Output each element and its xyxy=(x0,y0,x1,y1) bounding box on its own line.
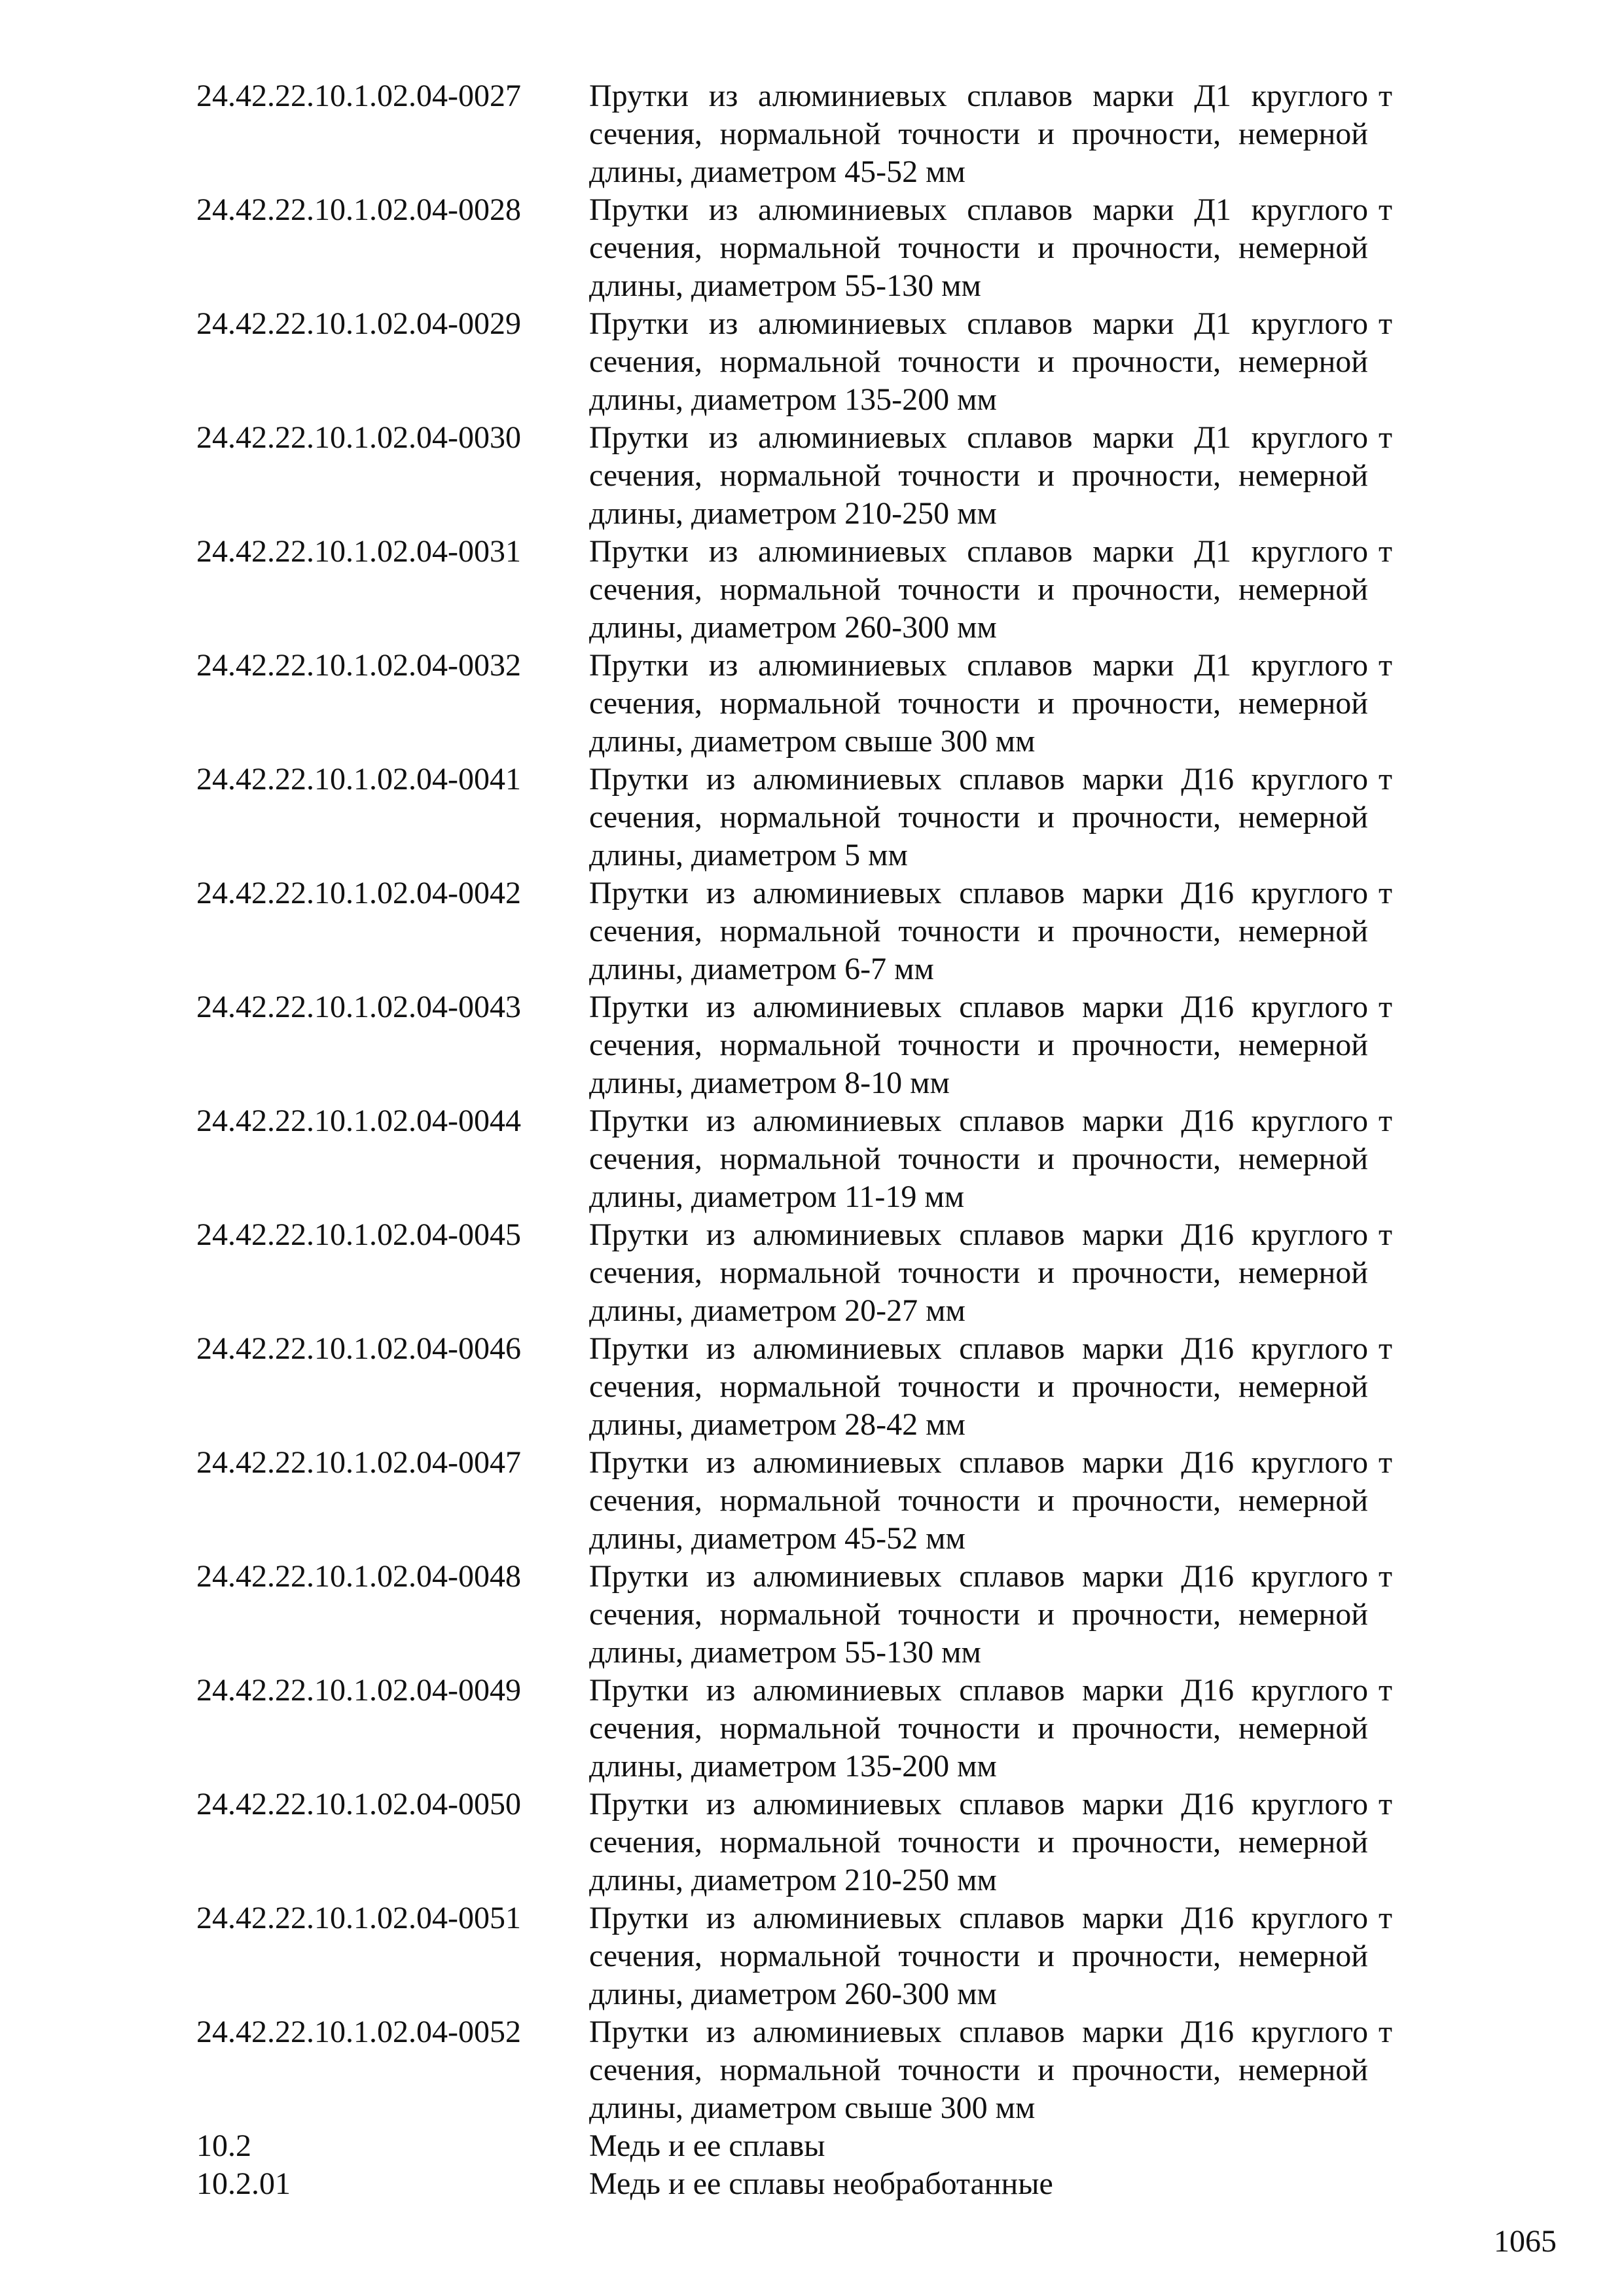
list-item xyxy=(196,1558,1440,1672)
item-unit: т xyxy=(1379,648,1392,683)
item-code: 24.42.22.10.1.02.04-0047 xyxy=(196,1445,521,1480)
item-unit: т xyxy=(1379,1445,1392,1480)
item-name: Прутки из алюминиевых сплавов марки Д16 круглого сечения, нормальной точности и прочности, немерной длины, диаметром 8-10 мм xyxy=(589,990,1368,1100)
item-code: 24.42.22.10.1.02.04-0046 xyxy=(196,1331,521,1366)
item-code: 24.42.22.10.1.02.04-0027 xyxy=(196,79,521,113)
item-name: Прутки из алюминиевых сплавов марки Д1 круглого сечения, нормальной точности и прочности, немерной длины, диаметром 45-52 мм xyxy=(589,79,1368,189)
item-unit: т xyxy=(1379,1673,1392,1708)
list-item xyxy=(196,1672,1440,1785)
item-name: Прутки из алюминиевых сплавов марки Д16 круглого сечения, нормальной точности и прочности, немерной длины, диаметром 5 мм xyxy=(589,762,1368,872)
list-item xyxy=(196,305,1440,419)
item-name: Прутки из алюминиевых сплавов марки Д1 круглого сечения, нормальной точности и прочности, немерной длины, диаметром свыше 300 мм xyxy=(589,648,1368,759)
item-unit: т xyxy=(1379,420,1392,455)
item-code: 24.42.22.10.1.02.04-0028 xyxy=(196,192,521,227)
item-name: Прутки из алюминиевых сплавов марки Д16 круглого сечения, нормальной точности и прочности, немерной длины, диаметром 45-52 мм xyxy=(589,1445,1368,1556)
item-code: 24.42.22.10.1.02.04-0032 xyxy=(196,648,521,683)
list-item xyxy=(196,647,1440,761)
item-unit: т xyxy=(1379,990,1392,1024)
list-item xyxy=(196,1216,1440,1330)
section-name: Медь и ее сплавы xyxy=(589,2128,825,2163)
item-name: Прутки из алюминиевых сплавов марки Д1 круглого сечения, нормальной точности и прочности, немерной длины, диаметром 210-250 мм xyxy=(589,420,1368,531)
list-item xyxy=(196,1444,1440,1558)
item-code: 24.42.22.10.1.02.04-0043 xyxy=(196,990,521,1024)
list-item xyxy=(196,1330,1440,1444)
item-name: Прутки из алюминиевых сплавов марки Д16 круглого сечения, нормальной точности и прочности, немерной длины, диаметром 55-130 мм xyxy=(589,1559,1368,1670)
list-item xyxy=(196,1102,1440,1216)
item-name: Прутки из алюминиевых сплавов марки Д16 круглого сечения, нормальной точности и прочности, немерной длины, диаметром 135-200 мм xyxy=(589,1673,1368,1784)
item-code: 24.42.22.10.1.02.04-0051 xyxy=(196,1901,521,1935)
item-code: 24.42.22.10.1.02.04-0052 xyxy=(196,2015,521,2049)
item-name: Прутки из алюминиевых сплавов марки Д16 круглого сечения, нормальной точности и прочности, немерной длины, диаметром 210-250 мм xyxy=(589,1787,1368,1897)
item-name: Прутки из алюминиевых сплавов марки Д1 круглого сечения, нормальной точности и прочности, немерной длины, диаметром 260-300 мм xyxy=(589,534,1368,645)
item-name: Прутки из алюминиевых сплавов марки Д16 круглого сечения, нормальной точности и прочности, немерной длины, диаметром 11-19 мм xyxy=(589,1103,1368,1214)
item-unit: т xyxy=(1379,534,1392,569)
item-code: 24.42.22.10.1.02.04-0030 xyxy=(196,420,521,455)
list-item xyxy=(196,1785,1440,1899)
item-code: 24.42.22.10.1.02.04-0048 xyxy=(196,1559,521,1594)
item-name: Прутки из алюминиевых сплавов марки Д1 круглого сечения, нормальной точности и прочности, немерной длины, диаметром 135-200 мм xyxy=(589,306,1368,417)
item-code: 24.42.22.10.1.02.04-0045 xyxy=(196,1217,521,1252)
item-unit: т xyxy=(1379,1103,1392,1138)
section-code: 10.2.01 xyxy=(196,2166,291,2201)
item-unit: т xyxy=(1379,2015,1392,2049)
item-unit: т xyxy=(1379,1331,1392,1366)
item-code: 24.42.22.10.1.02.04-0041 xyxy=(196,762,521,797)
item-unit: т xyxy=(1379,1901,1392,1935)
list-item xyxy=(196,874,1440,988)
list-item xyxy=(196,77,1440,191)
list-item xyxy=(196,419,1440,533)
item-code: 24.42.22.10.1.02.04-0031 xyxy=(196,534,521,569)
item-unit: т xyxy=(1379,876,1392,910)
item-code: 24.42.22.10.1.02.04-0050 xyxy=(196,1787,521,1821)
item-unit: т xyxy=(1379,1787,1392,1821)
item-name: Прутки из алюминиевых сплавов марки Д16 круглого сечения, нормальной точности и прочности, немерной длины, диаметром 20-27 мм xyxy=(589,1217,1368,1328)
item-code: 24.42.22.10.1.02.04-0049 xyxy=(196,1673,521,1708)
item-name: Прутки из алюминиевых сплавов марки Д16 круглого сечения, нормальной точности и прочности, немерной длины, диаметром 260-300 мм xyxy=(589,1901,1368,2011)
list-item xyxy=(196,533,1440,647)
list-item xyxy=(196,191,1440,305)
list-item xyxy=(196,1899,1440,2013)
item-unit: т xyxy=(1379,79,1392,113)
section-heading xyxy=(196,2165,1440,2203)
section-heading xyxy=(196,2127,1440,2165)
item-unit: т xyxy=(1379,192,1392,227)
item-name: Прутки из алюминиевых сплавов марки Д16 круглого сечения, нормальной точности и прочности, немерной длины, диаметром 28-42 мм xyxy=(589,1331,1368,1442)
item-unit: т xyxy=(1379,306,1392,341)
section-name: Медь и ее сплавы необработанные xyxy=(589,2166,1053,2201)
classifier-list xyxy=(196,77,1440,2203)
item-name: Прутки из алюминиевых сплавов марки Д16 круглого сечения, нормальной точности и прочности, немерной длины, диаметром 6-7 мм xyxy=(589,876,1368,986)
item-code: 24.42.22.10.1.02.04-0042 xyxy=(196,876,521,910)
item-code: 24.42.22.10.1.02.04-0044 xyxy=(196,1103,521,1138)
list-item xyxy=(196,988,1440,1102)
item-unit: т xyxy=(1379,762,1392,797)
item-unit: т xyxy=(1379,1559,1392,1594)
list-item xyxy=(196,2013,1440,2127)
item-name: Прутки из алюминиевых сплавов марки Д16 круглого сечения, нормальной точности и прочности, немерной длины, диаметром свыше 300 мм xyxy=(589,2015,1368,2125)
section-code: 10.2 xyxy=(196,2128,251,2163)
list-item xyxy=(196,761,1440,874)
page-number: 1065 xyxy=(1494,2224,1557,2259)
item-code: 24.42.22.10.1.02.04-0029 xyxy=(196,306,521,341)
item-name: Прутки из алюминиевых сплавов марки Д1 круглого сечения, нормальной точности и прочности, немерной длины, диаметром 55-130 мм xyxy=(589,192,1368,303)
item-unit: т xyxy=(1379,1217,1392,1252)
